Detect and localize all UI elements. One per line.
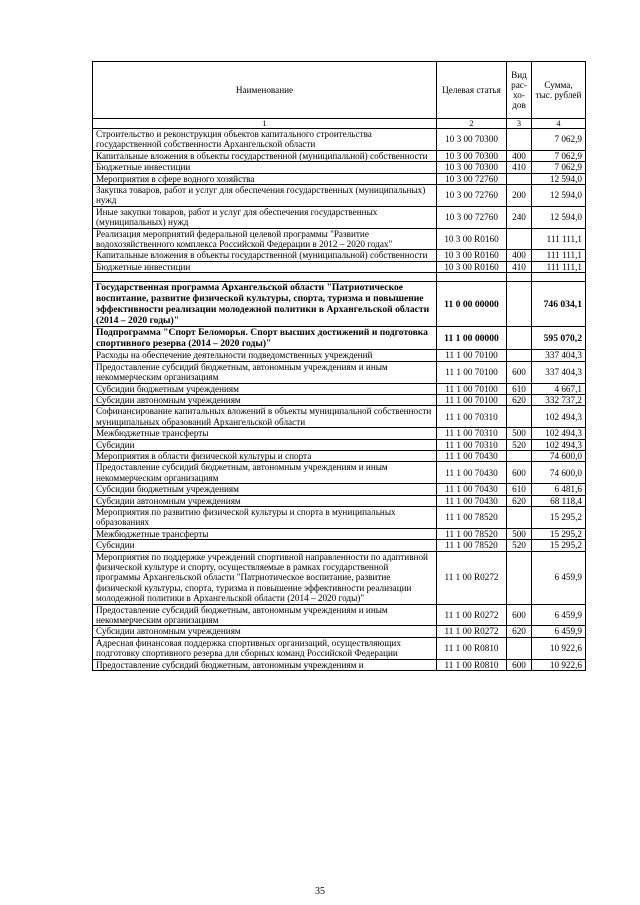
row-expense-type-cell: 500 (507, 528, 532, 539)
table-row (93, 150, 586, 161)
row-expense-type-cell: 400 (507, 150, 532, 161)
row-sum-cell: 15 295,2 (532, 506, 586, 528)
table-row (93, 528, 586, 539)
row-sum-cell: 102 494,3 (532, 428, 586, 439)
table-row (93, 406, 586, 428)
table-row (93, 484, 586, 495)
row-target-article-cell: 11 1 00 70430 (437, 450, 507, 461)
table-row (93, 273, 586, 282)
column-number-3: 3 (507, 119, 532, 129)
row-sum-cell: 74 600,0 (532, 450, 586, 461)
row-expense-type-cell: 600 (507, 659, 532, 670)
row-target-article-cell: 11 1 00 R0272 (437, 551, 507, 604)
budget-table-sheet (92, 61, 585, 671)
table-row (93, 361, 586, 383)
table-row (93, 383, 586, 394)
row-sum-cell: 6 459,9 (532, 626, 586, 637)
row-expense-type-cell (507, 173, 532, 184)
table-row (93, 129, 586, 151)
row-sum-cell: 12 594,0 (532, 185, 586, 207)
row-name-cell: Предоставление субсидий бюджетным, автономным учреждениям и иным некоммерческим организациям (93, 462, 437, 484)
row-expense-type-cell: 610 (507, 484, 532, 495)
row-target-article-cell: 10 3 00 72760 (437, 206, 507, 228)
table-row (93, 604, 586, 626)
page-number: 35 (315, 886, 325, 897)
row-sum-cell: 6 459,9 (532, 551, 586, 604)
row-name-cell: Бюджетные инвестиции (93, 162, 437, 173)
row-name-cell: Расходы на обеспечение деятельности подведомственных учреждений (93, 350, 437, 361)
row-expense-type-cell (507, 129, 532, 151)
row-name-cell: Государственная программа Архангельской области "Патриотическое воспитание, развитие физической культуры, спорта, туризма и повышение эффективности реализации молодежной политики в Архангельской области (2014 – 2020 годы)" (93, 282, 437, 327)
row-sum-cell: 102 494,3 (532, 439, 586, 450)
row-expense-type-cell: 200 (507, 185, 532, 207)
row-expense-type-cell: 600 (507, 361, 532, 383)
budget-table (92, 61, 586, 671)
row-target-article-cell: 11 1 00 70310 (437, 439, 507, 450)
row-target-article-cell: 11 1 00 70100 (437, 350, 507, 361)
row-expense-type-cell: 620 (507, 394, 532, 405)
row-sum-cell: 102 494,3 (532, 406, 586, 428)
row-name-cell: Предоставление субсидий бюджетным, автономным учреждениям и (93, 659, 437, 670)
row-target-article-cell: 10 3 00 70300 (437, 162, 507, 173)
table-row (93, 282, 586, 327)
row-target-article-cell: 11 1 00 70310 (437, 428, 507, 439)
column-number-2: 2 (437, 119, 507, 129)
column-number-1: 1 (93, 119, 437, 129)
row-expense-type-cell (507, 637, 532, 659)
row-target-article-cell: 11 1 00 R0272 (437, 626, 507, 637)
row-sum-cell: 7 062,9 (532, 162, 586, 173)
row-sum-cell (532, 273, 586, 282)
table-header-row (93, 62, 586, 119)
row-name-cell: Подпрограмма "Спорт Беломорья. Спорт высших достижений и подготовка спортивного резерва (2014 – 2020 годы)" (93, 327, 437, 350)
table-row (93, 495, 586, 506)
row-expense-type-cell: 600 (507, 462, 532, 484)
row-sum-cell: 10 922,6 (532, 659, 586, 670)
row-expense-type-cell (507, 273, 532, 282)
row-target-article-cell: 11 1 00 R0810 (437, 659, 507, 670)
table-row (93, 162, 586, 173)
row-sum-cell: 4 667,1 (532, 383, 586, 394)
table-row (93, 428, 586, 439)
table-row (93, 506, 586, 528)
row-expense-type-cell: 620 (507, 495, 532, 506)
row-target-article-cell: 11 1 00 78520 (437, 528, 507, 539)
row-name-cell: Субсидии автономным учреждениям (93, 495, 437, 506)
row-target-article-cell: 10 3 00 72760 (437, 173, 507, 184)
row-expense-type-cell: 600 (507, 604, 532, 626)
row-expense-type-cell: 410 (507, 261, 532, 272)
row-target-article-cell: 10 3 00 70300 (437, 150, 507, 161)
row-target-article-cell: 10 3 00 R0160 (437, 228, 507, 250)
row-sum-cell: 111 111,1 (532, 261, 586, 272)
table-row (93, 250, 586, 261)
row-name-cell: Реализация мероприятий федеральной целевой программы "Развитие водохозяйственного комплекса Российской Федерации в 2012 – 2020 годах" (93, 228, 437, 250)
table-row (93, 462, 586, 484)
table-row (93, 350, 586, 361)
row-sum-cell: 10 922,6 (532, 637, 586, 659)
row-name-cell: Субсидии бюджетным учреждениям (93, 383, 437, 394)
table-row (93, 173, 586, 184)
header-expense-type: Вид рас- хо- дов (507, 62, 532, 119)
table-row (93, 659, 586, 670)
row-target-article-cell: 11 1 00 78520 (437, 540, 507, 551)
row-sum-cell: 15 295,2 (532, 540, 586, 551)
row-expense-type-cell: 400 (507, 250, 532, 261)
table-row (93, 206, 586, 228)
row-target-article-cell: 11 1 00 R0810 (437, 637, 507, 659)
table-row (93, 626, 586, 637)
row-name-cell: Межбюджетные трансферты (93, 428, 437, 439)
row-sum-cell: 111 111,1 (532, 228, 586, 250)
table-row (93, 637, 586, 659)
row-sum-cell: 746 034,1 (532, 282, 586, 327)
row-sum-cell: 12 594,0 (532, 206, 586, 228)
column-number-4: 4 (532, 119, 586, 129)
row-target-article-cell: 10 3 00 R0160 (437, 250, 507, 261)
row-target-article-cell: 11 1 00 78520 (437, 506, 507, 528)
row-target-article-cell: 11 1 00 70100 (437, 361, 507, 383)
row-sum-cell: 15 295,2 (532, 528, 586, 539)
row-expense-type-cell (507, 282, 532, 327)
row-expense-type-cell (507, 350, 532, 361)
table-row (93, 261, 586, 272)
column-number-row (93, 119, 586, 129)
row-expense-type-cell: 620 (507, 626, 532, 637)
row-name-cell: Закупка товаров, работ и услуг для обеспечения государственных (муниципальных) нужд (93, 185, 437, 207)
row-sum-cell: 12 594,0 (532, 173, 586, 184)
table-row (93, 551, 586, 604)
row-name-cell: Строительство и реконструкция объектов капитального строительства государственной собственности Архангельской области (93, 129, 437, 151)
row-name-cell: Субсидии (93, 540, 437, 551)
row-expense-type-cell (507, 327, 532, 350)
row-name-cell: Капитальные вложения в объекты государственной (муниципальной) собственности (93, 250, 437, 261)
header-sum: Сумма, тыс. рублей (532, 62, 586, 119)
row-target-article-cell: 11 1 00 70430 (437, 462, 507, 484)
row-name-cell: Субсидии автономным учреждениям (93, 394, 437, 405)
header-name: Наименование (93, 62, 437, 119)
row-name-cell (93, 273, 437, 282)
row-name-cell: Субсидии (93, 439, 437, 450)
row-expense-type-cell (507, 551, 532, 604)
table-row (93, 327, 586, 350)
row-expense-type-cell (507, 228, 532, 250)
table-row (93, 439, 586, 450)
row-target-article-cell: 11 1 00 70100 (437, 394, 507, 405)
row-target-article-cell: 11 1 00 70100 (437, 383, 507, 394)
table-body (93, 129, 586, 671)
row-name-cell: Субсидии бюджетным учреждениям (93, 484, 437, 495)
row-name-cell: Субсидии автономным учреждениям (93, 626, 437, 637)
row-sum-cell: 6 459,9 (532, 604, 586, 626)
table-row (93, 228, 586, 250)
row-name-cell: Бюджетные инвестиции (93, 261, 437, 272)
table-row (93, 450, 586, 461)
row-name-cell: Иные закупки товаров, работ и услуг для обеспечения государственных (муниципальных) нужд (93, 206, 437, 228)
row-target-article-cell: 11 1 00 70430 (437, 484, 507, 495)
row-sum-cell: 111 111,1 (532, 250, 586, 261)
row-sum-cell: 337 404,3 (532, 361, 586, 383)
row-sum-cell: 68 118,4 (532, 495, 586, 506)
row-name-cell: Мероприятия в сфере водного хозяйства (93, 173, 437, 184)
header-target-article: Целевая статья (437, 62, 507, 119)
row-name-cell: Предоставление субсидий бюджетным, автономным учреждениям и иным некоммерческим организациям (93, 361, 437, 383)
row-expense-type-cell: 500 (507, 428, 532, 439)
row-expense-type-cell (507, 450, 532, 461)
row-name-cell: Предоставление субсидий бюджетным, автономным учреждениям и иным некоммерческим организациям (93, 604, 437, 626)
row-sum-cell: 6 481,6 (532, 484, 586, 495)
row-sum-cell: 7 062,9 (532, 150, 586, 161)
row-sum-cell: 7 062,9 (532, 129, 586, 151)
row-target-article-cell: 11 1 00 70310 (437, 406, 507, 428)
row-name-cell: Капитальные вложения в объекты государственной (муниципальной) собственности (93, 150, 437, 161)
row-name-cell: Адресная финансовая поддержка спортивных организаций, осуществляющих подготовку спортивного резерва для сборных команд Российской Федерации (93, 637, 437, 659)
row-name-cell: Софинансирование капитальных вложений в объекты муниципальной собственности муниципальных образований Архангельской области (93, 406, 437, 428)
row-sum-cell: 595 070,2 (532, 327, 586, 350)
row-target-article-cell (437, 273, 507, 282)
row-target-article-cell: 11 1 00 70430 (437, 495, 507, 506)
row-target-article-cell: 11 1 00 R0272 (437, 604, 507, 626)
row-expense-type-cell: 410 (507, 162, 532, 173)
table-row (93, 540, 586, 551)
row-sum-cell: 74 600,0 (532, 462, 586, 484)
row-sum-cell: 337 404,3 (532, 350, 586, 361)
table-row (93, 394, 586, 405)
row-expense-type-cell (507, 406, 532, 428)
row-expense-type-cell: 520 (507, 540, 532, 551)
table-row (93, 185, 586, 207)
row-target-article-cell: 11 0 00 00000 (437, 282, 507, 327)
row-target-article-cell: 10 3 00 70300 (437, 129, 507, 151)
row-target-article-cell: 11 1 00 00000 (437, 327, 507, 350)
row-expense-type-cell: 240 (507, 206, 532, 228)
row-expense-type-cell: 520 (507, 439, 532, 450)
row-name-cell: Межбюджетные трансферты (93, 528, 437, 539)
row-sum-cell: 332 737,2 (532, 394, 586, 405)
row-name-cell: Мероприятия по развитию физической культуры и спорта в муниципальных образованиях (93, 506, 437, 528)
row-name-cell: Мероприятия по поддержке учреждений спортивной направленности по адаптивной физической культуре и спорту, осуществляемые в рамках государственной программы Архангельской области "Патриотическое воспитание, развитие физической культуры, спорта, туризма и повышение эффективности реализации молодежной политики в Архангельской области (2014 – 2020 годы)" (93, 551, 437, 604)
row-target-article-cell: 10 3 00 72760 (437, 185, 507, 207)
row-expense-type-cell (507, 506, 532, 528)
row-name-cell: Мероприятия в области физической культуры и спорта (93, 450, 437, 461)
row-expense-type-cell: 610 (507, 383, 532, 394)
row-target-article-cell: 10 3 00 R0160 (437, 261, 507, 272)
